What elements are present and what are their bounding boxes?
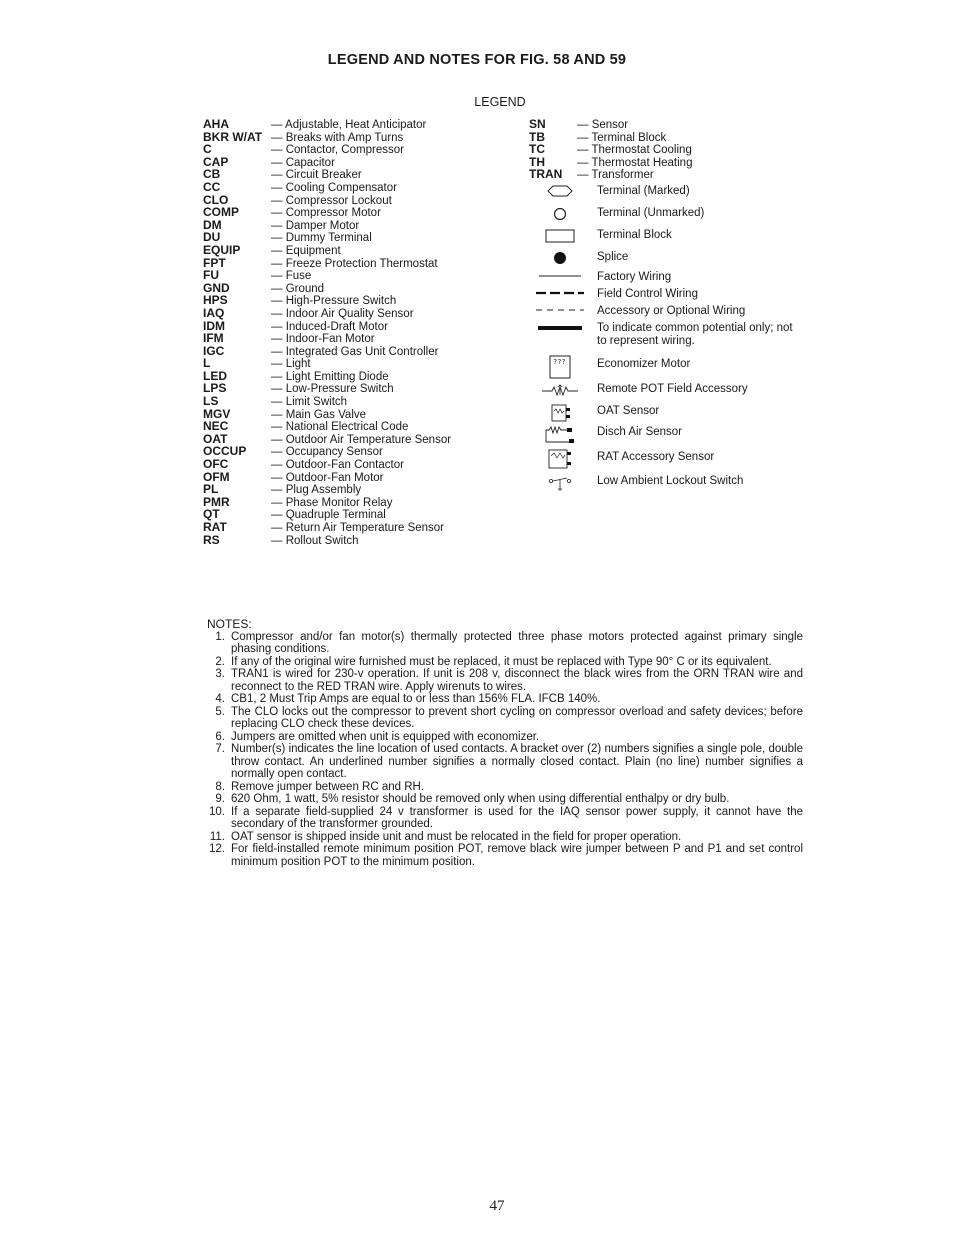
abbreviation-definition: — Equipment [271,244,341,257]
svg-text:???: ??? [553,358,566,366]
abbreviation-definition: — Light [271,358,311,371]
economizer-motor-icon [535,355,585,383]
note-text: For field-installed remote minimum position POT, remove black wire jumper between P and P1 and set control minimum position POT to the minimum position. [231,843,803,868]
abbreviation-definition: — Thermostat Cooling [577,144,692,157]
note-item [207,656,803,669]
abbreviation-row [203,219,451,232]
abbreviation-code: OCCUP [203,444,247,459]
page-number: 47 [489,1198,505,1214]
abbreviation-code: DU [203,230,221,245]
abbreviation-code: OFM [203,469,230,484]
notes-heading: NOTES: [207,617,252,631]
abbreviation-code: LPS [203,381,227,396]
abbreviation-definition: — Phase Monitor Relay [271,496,393,509]
abbreviation-definition: — Light Emitting Diode [271,370,389,383]
note-number: 4. [215,693,225,705]
abbreviation-row [203,370,451,383]
abbreviation-list-right [529,118,692,181]
abbreviation-definition: — Compressor Lockout [271,194,392,207]
abbreviation-row [203,231,451,244]
abbreviation-row [203,294,451,307]
abbreviation-definition: — Transformer [577,169,654,182]
abbreviation-code: FU [203,268,219,283]
abbreviation-row [203,131,451,144]
abbreviation-code: QT [203,507,220,522]
abbreviation-row [203,420,451,433]
abbreviation-code: TB [529,129,545,144]
note-item [207,668,803,693]
abbreviation-code: PMR [203,494,230,509]
abbreviation-row [203,181,451,194]
abbreviation-definition: — National Electrical Code [271,421,409,434]
abbreviation-definition: — Freeze Protection Thermostat [271,257,438,270]
note-number: 3. [215,668,225,680]
abbreviation-code: BKR W/AT [203,129,263,144]
rat-sensor-icon [535,448,585,474]
abbreviation-definition: — Circuit Breaker [271,169,362,182]
abbreviation-definition: — Low-Pressure Switch [271,383,394,396]
abbreviation-list-left [203,118,451,546]
abbreviation-code: IFM [203,331,224,346]
abbreviation-row [203,357,451,370]
abbreviation-definition: — High-Pressure Switch [271,295,397,308]
abbreviation-row [203,332,451,345]
note-text: CB1, 2 Must Trip Amps are equal to or less than 156% FLA. IFCB 140%. [231,693,601,705]
abbreviation-row [203,244,451,257]
terminal-block-icon [535,229,585,247]
symbol-label: RAT Accessory Sensor [597,451,715,463]
abbreviation-code: L [203,356,211,371]
note-item [207,843,803,868]
symbol-label: Terminal (Unmarked) [597,207,705,219]
abbreviation-row [529,143,692,156]
abbreviation-code: OFC [203,457,229,472]
abbreviation-code: C [203,142,212,157]
disch-air-sensor-icon [535,426,585,448]
abbreviation-code: IGC [203,343,225,358]
oat-sensor-icon [535,403,585,427]
abbreviation-row [203,206,451,219]
abbreviation-code: PL [203,482,219,497]
abbreviation-code: RS [203,532,220,547]
abbreviation-definition: — Capacitor [271,156,335,169]
abbreviation-definition: — Cooling Compensator [271,181,397,194]
abbreviation-row [529,131,692,144]
note-text: Remove jumper between RC and RH. [231,780,425,793]
abbreviation-code: DM [203,217,222,232]
abbreviation-row [529,118,692,131]
abbreviation-row [203,345,451,358]
note-number: 2. [215,655,225,668]
abbreviation-definition: — Occupancy Sensor [271,446,383,459]
note-text: Jumpers are omitted when unit is equipped with economizer. [231,730,540,743]
note-text: Compressor and/or fan motor(s) thermally protected three phase motors protected against primary single phasing conditions. [231,630,803,655]
note-number: 5. [215,705,225,718]
symbol-label: Accessory or Optional Wiring [597,305,746,317]
legend-heading: LEGEND [474,95,526,109]
factory-wiring-icon [535,271,585,285]
abbreviation-row [203,168,451,181]
abbreviation-row [203,382,451,395]
note-number: 7. [215,743,225,755]
abbreviation-row [203,395,451,408]
note-number: 9. [215,793,225,805]
abbreviation-row [203,320,451,333]
abbreviation-row [529,168,692,181]
note-item [207,743,803,781]
note-item [207,793,803,806]
abbreviation-code: HPS [203,293,228,308]
symbol-label: Splice [597,251,629,263]
abbreviation-row [203,445,451,458]
abbreviation-definition: — Rollout Switch [271,534,359,547]
abbreviation-code: FPT [203,255,226,270]
abbreviation-code: CAP [203,154,229,169]
terminal-unmarked-icon [535,207,585,225]
abbreviation-definition: — Terminal Block [577,131,667,144]
abbreviation-definition: — Integrated Gas Unit Controller [271,345,439,358]
symbol-label: Field Control Wiring [597,288,698,300]
abbreviation-definition: — Plug Assembly [271,484,362,497]
note-text: Number(s) indicates the line location of used contacts. A bracket over (2) numbers signifies a single pole, double throw contact. An underlined number signifies a normally closed contact. Plain (no line) number signifies a normally open contact. [231,743,803,780]
terminal-marked-icon [535,185,585,201]
abbreviation-definition: — Damper Motor [271,219,360,232]
abbreviation-code: TH [529,154,545,169]
note-text: If a separate field-supplied 24 v transformer is used for the IAQ sensor power supply, it cannot have the secondary of the transformer grounded. [231,805,803,830]
abbreviation-definition: — Outdoor-Fan Motor [271,471,384,484]
note-text: If any of the original wire furnished must be replaced, it must be replaced with Type 90° C or its equivalent. [231,655,772,668]
abbreviation-code: CLO [203,192,229,207]
abbreviation-row [203,458,451,471]
abbreviation-code: EQUIP [203,242,241,257]
abbreviation-row [203,534,451,547]
note-number: 12. [209,843,225,855]
note-item [207,781,803,794]
note-item [207,693,803,706]
abbreviation-row [203,483,451,496]
note-number: 1. [215,630,225,643]
symbol-label: Low Ambient Lockout Switch [597,475,744,487]
note-text: TRAN1 is wired for 230-v operation. If unit is 208 v, disconnect the black wires from the ORN TRAN wire and reconnect to the RED TRAN wire. Apply wirenuts to wires. [231,668,803,693]
note-item [207,706,803,731]
abbreviation-row [203,408,451,421]
abbreviation-row [203,508,451,521]
note-text: OAT sensor is shipped inside unit and must be relocated in the field for proper operation. [231,830,682,843]
abbreviation-code: IAQ [203,305,225,320]
abbreviation-definition: — Breaks with Amp Turns [271,131,404,144]
abbreviation-definition: — Outdoor-Fan Contactor [271,459,404,472]
abbreviation-row [203,257,451,270]
abbreviation-code: LS [203,394,219,409]
abbreviation-definition: — Ground [271,282,325,295]
abbreviation-row [203,282,451,295]
symbol-label: Terminal Block [597,229,672,241]
abbreviation-code: CB [203,167,221,182]
symbol-label: Terminal (Marked) [597,185,690,197]
note-text: The CLO locks out the compressor to prevent short cycling on compressor overload and safety devices; before replacing CLO check these devices. [231,705,803,730]
abbreviation-row [203,496,451,509]
abbreviation-code: OAT [203,431,228,446]
note-item [207,631,803,656]
symbol-label: Economizer Motor [597,358,691,370]
abbreviation-definition: — Dummy Terminal [271,232,372,245]
abbreviation-code: MGV [203,406,231,421]
abbreviation-definition: — Compressor Motor [271,207,381,220]
abbreviation-row [203,269,451,282]
abbreviation-row [203,118,451,131]
abbreviation-definition: — Main Gas Valve [271,408,367,421]
field-control-wiring-icon [535,288,585,302]
abbreviation-definition: — Fuse [271,270,312,283]
abbreviation-definition: — Limit Switch [271,396,348,409]
note-number: 11. [209,830,225,843]
abbreviation-code: IDM [203,318,225,333]
note-number: 6. [215,730,225,743]
abbreviation-definition: — Return Air Temperature Sensor [271,522,445,534]
remote-pot-icon [535,383,585,401]
abbreviation-definition: — Quadruple Terminal [271,509,386,522]
symbol-label: Factory Wiring [597,271,672,283]
note-item [207,731,803,744]
abbreviation-definition: — Induced-Draft Motor [271,320,388,333]
abbreviation-code: GND [203,280,230,295]
abbreviation-code: SN [529,117,546,131]
abbreviation-definition: — Contactor, Compressor [271,144,404,157]
note-item [207,806,803,831]
note-item [207,831,803,844]
abbreviation-definition: — Adjustable, Heat Anticipator [271,119,427,131]
splice-icon [535,251,585,269]
abbreviation-code: CC [203,179,221,194]
abbreviation-row [203,521,451,534]
abbreviation-row [203,471,451,484]
abbreviation-definition: — Thermostat Heating [577,156,693,169]
symbol-label: Remote POT Field Accessory [597,383,748,395]
abbreviation-row [203,156,451,169]
abbreviation-code: NEC [203,419,229,434]
common-potential-icon [535,322,585,338]
abbreviation-definition: — Outdoor Air Temperature Sensor [271,433,452,446]
low-ambient-switch-icon [535,475,585,497]
notes-list [207,631,803,869]
abbreviation-definition: — Indoor-Fan Motor [271,333,375,346]
accessory-wiring-icon [535,305,585,319]
abbreviation-code: AHA [203,117,229,131]
abbreviation-row [203,194,451,207]
abbreviation-definition: — Sensor [577,119,629,131]
abbreviation-code: RAT [203,520,227,534]
abbreviation-code: LED [203,368,227,383]
abbreviation-definition: — Indoor Air Quality Sensor [271,307,414,320]
symbol-label: OAT Sensor [597,405,660,417]
abbreviation-code: COMP [203,205,239,220]
notes-section [207,618,803,868]
note-number: 8. [215,780,225,793]
page-title: LEGEND AND NOTES FOR FIG. 58 AND 59 [327,52,627,68]
abbreviation-row [203,307,451,320]
symbol-label: To indicate common potential only; not to represent wiring. [597,322,793,347]
note-number: 10. [209,805,225,818]
abbreviation-row [203,143,451,156]
symbol-label: Disch Air Sensor [597,426,683,438]
abbreviation-code: TC [529,142,545,157]
abbreviation-code: TRAN [529,167,563,182]
note-text: 620 Ohm, 1 watt, 5% resistor should be removed only when using differential enthalpy or dry bulb. [231,793,730,805]
